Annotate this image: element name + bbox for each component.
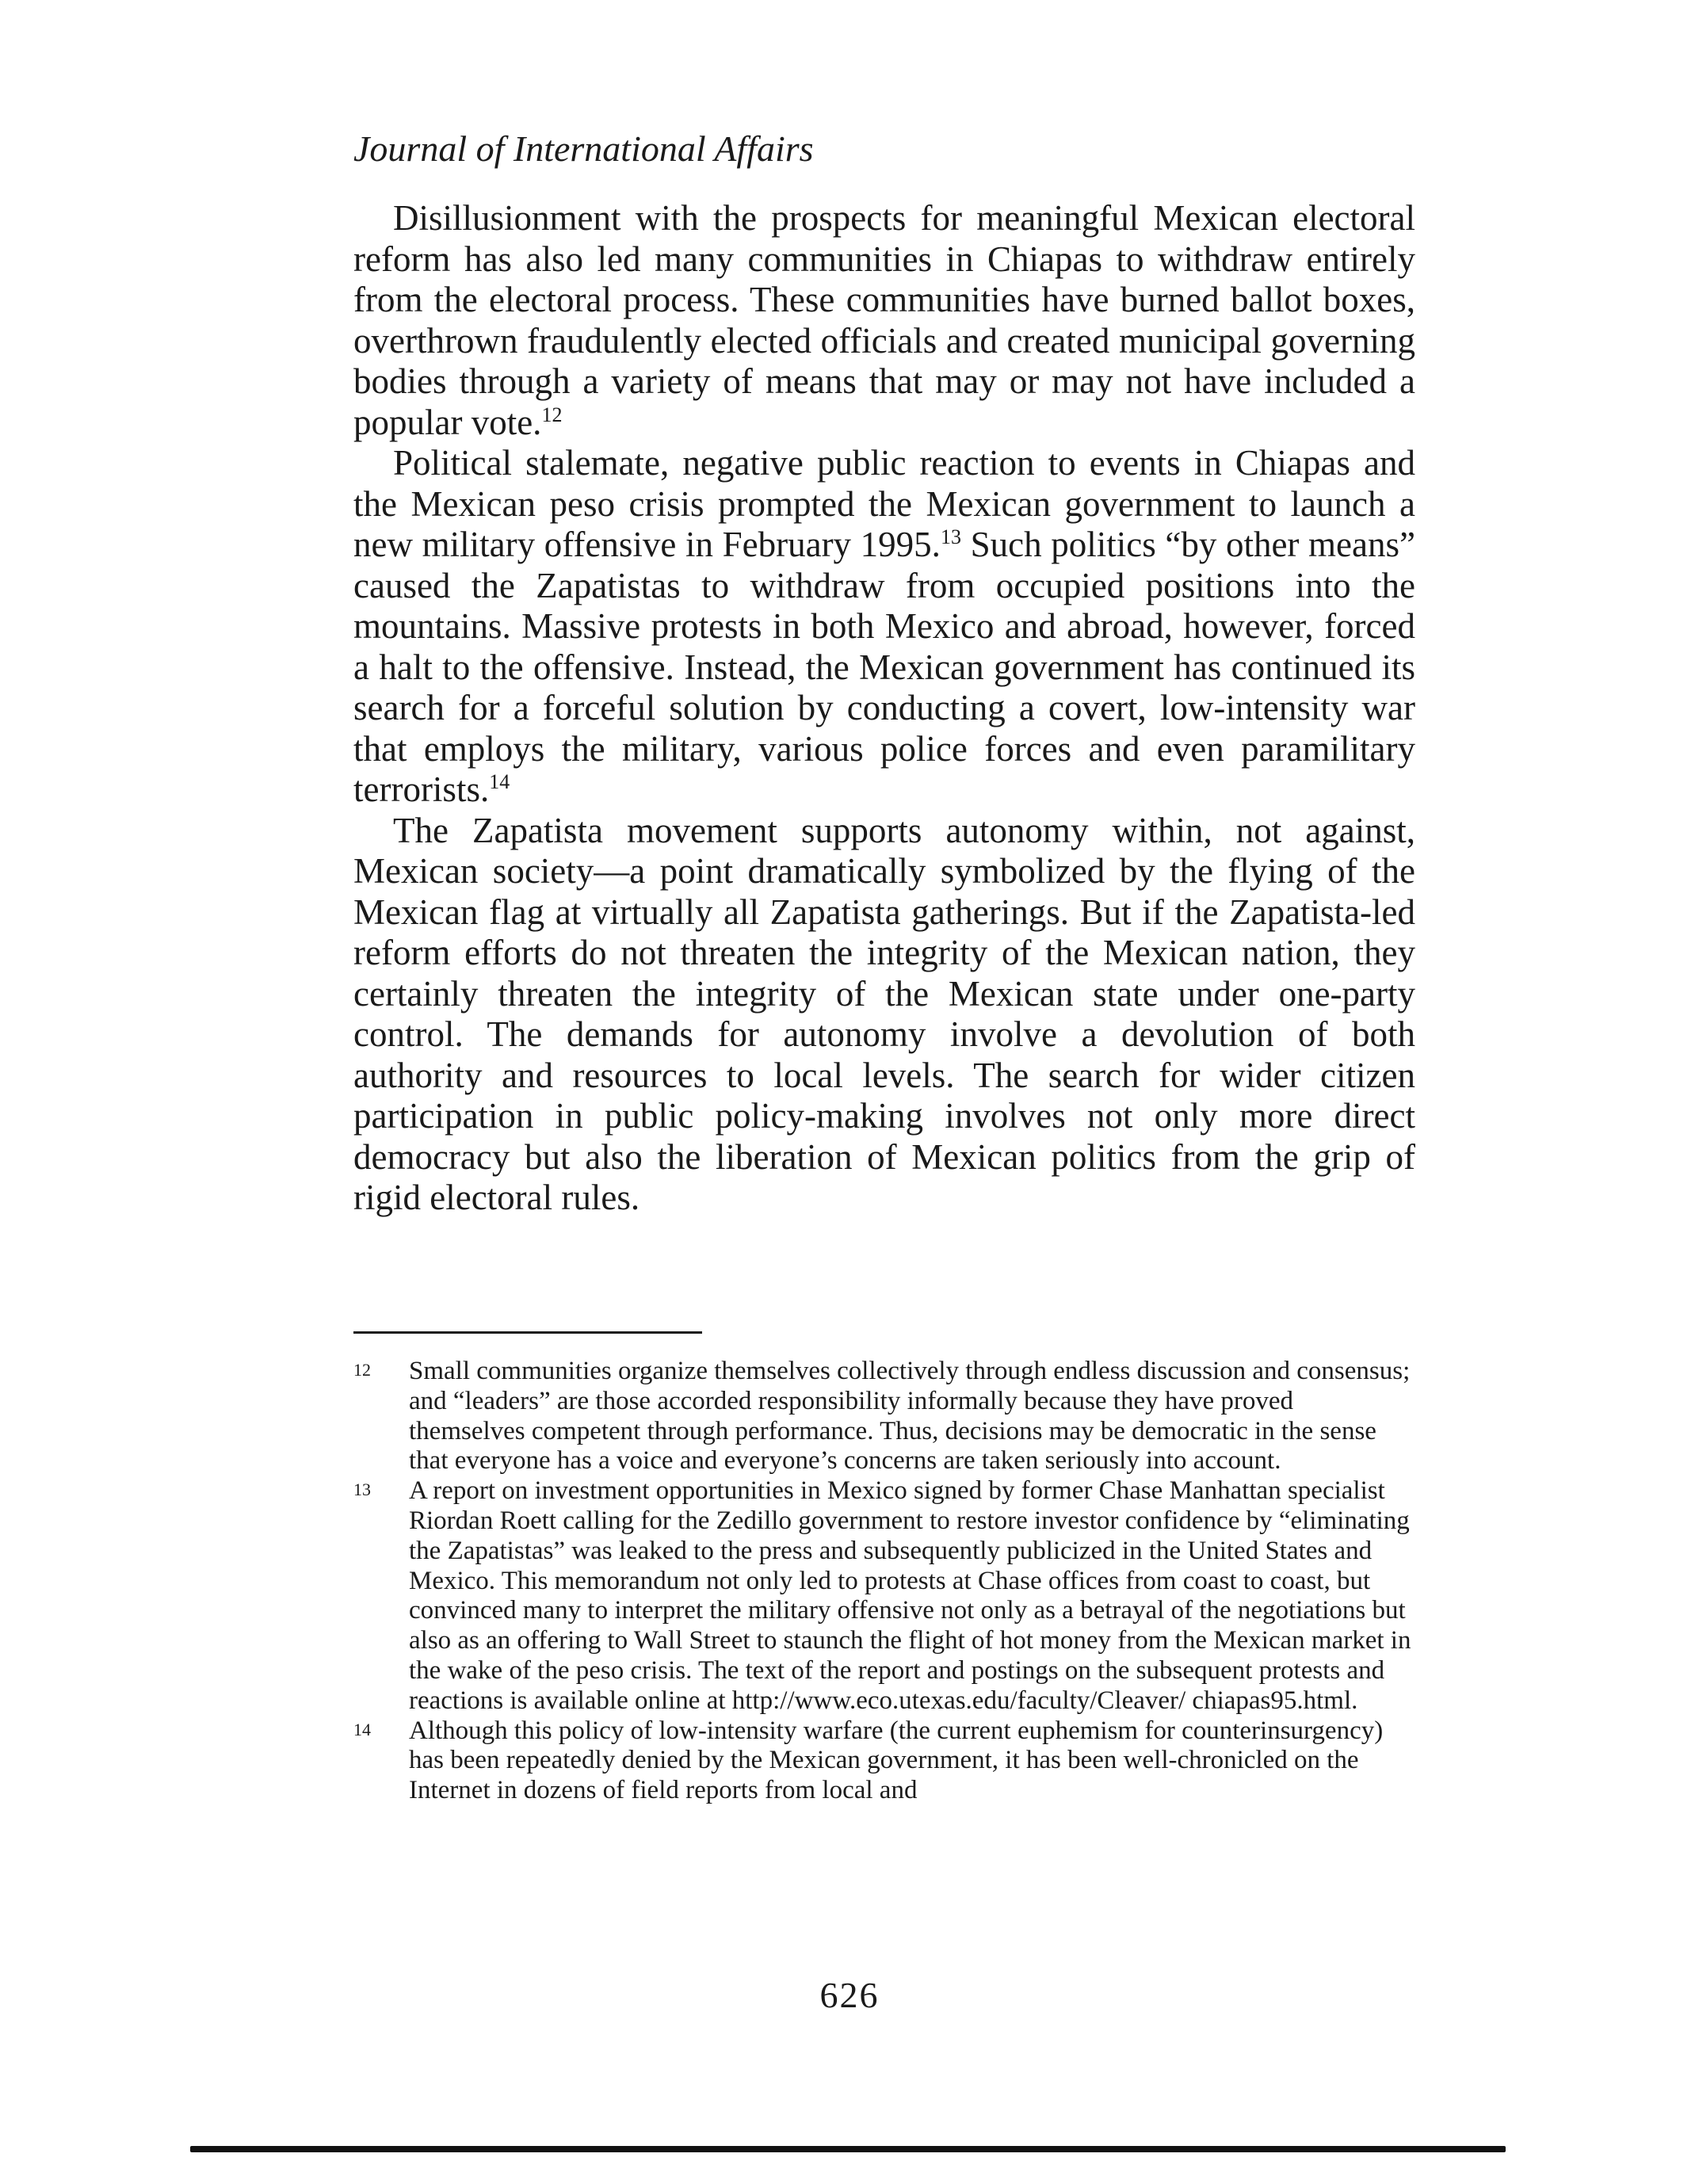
scan-bottom-edge-bar (190, 2146, 1506, 2152)
footnote-separator-rule (353, 1331, 702, 1334)
body-paragraph (353, 811, 1415, 1219)
footnote-text: Although this policy of low-intensity warfare (the current euphemism for counterinsurgency) has been repeatedly denied by the Mexican government, it has been well-chronicled on the Internet in dozens of field reports from local and (409, 1716, 1384, 1805)
paragraph-text: Disillusionment with the prospects for meaningful Mexican electoral reform has also led many communities in Chiapas to withdraw entirely from the electoral process. These communities have burned ballot boxes, overthrown fraudulently elected officials and created municipal governing bodies through a variety of means that may or may not have included a popular vote. (353, 198, 1415, 442)
footnote-reference[interactable]: 13 (940, 525, 961, 548)
body-paragraph (353, 443, 1415, 811)
paragraph-text: Such politics “by other means” caused the Zapatistas to withdraw from occupied positions into the mountains. Massive protests in both Mexico and abroad, however, forced a halt to the offensive. Instead, the Mexican government has continued its search for a forceful solution by conducting a covert, low-intensity war that employs the military, various police forces and even paramilitary terrorists. (353, 525, 1415, 809)
footnote-number: 13 (353, 1480, 371, 1500)
footnote-number: 14 (353, 1719, 371, 1739)
footnotes-section (353, 1357, 1415, 1806)
footnote-item (353, 1716, 1415, 1806)
paragraph-text: The Zapatista movement supports autonomy within, not against, Mexican society—a point dramatically symbolized by the flying of the Mexican flag at virtually all Zapatista gatherings. But if the Zapatista-led reform efforts do not threaten the integrity of the Mexican nation, they certainly threaten the integrity of the Mexican state under one-party control. The demands for autonomy involve a devolution of both authority and resources to local levels. The search for wider citizen participation in public policy-making involves not only more direct democracy but also the liberation of Mexican politics from the grip of rigid electoral rules. (353, 810, 1415, 1217)
body-paragraph (353, 198, 1415, 443)
footnote-reference[interactable]: 12 (541, 403, 563, 426)
footnote-text: Small communities organize themselves collectively through endless discussion and consensus; and “leaders” are those accorded responsibility informally because they have proved themselves competent through performance. Thus, decisions may be democratic in the sense that everyone has a voice and everyone’s concerns are taken seriously into account. (409, 1357, 1411, 1476)
page-number: 626 (819, 1975, 880, 2015)
footnote-reference[interactable]: 14 (489, 770, 510, 793)
paragraph-text: Political stalemate, negative public reaction to events in Chiapas and the Mexican peso crisis prompted the Mexican government to launch a new military offensive in February 1995. (353, 443, 1415, 564)
footnote-number: 12 (353, 1360, 371, 1380)
main-body-text (353, 198, 1415, 1219)
footnote-text: A report on investment opportunities in Mexico signed by former Chase Manhattan specialist Riordan Roett calling for the Zedillo government to restore investor confidence by “eliminating the Zapatistas” was leaked to the press and subsequently publicized in the United States and Mexico. This memorandum not only led to protests at Chase offices from coast to coast, but convinced many to interpret the military offensive not only as a betrayal of the negotiations but also as an offering to Wall Street to staunch the flight of hot money from the Mexican market in the wake of the peso crisis. The text of the report and postings on the subsequent protests and reactions is available online at http://www.eco.utexas.edu/faculty/Cleaver/ chiapas95.html. (409, 1476, 1411, 1715)
running-head-title: Journal of International Affairs (353, 128, 814, 169)
footnote-item (353, 1476, 1415, 1716)
footnote-item (353, 1357, 1415, 1476)
